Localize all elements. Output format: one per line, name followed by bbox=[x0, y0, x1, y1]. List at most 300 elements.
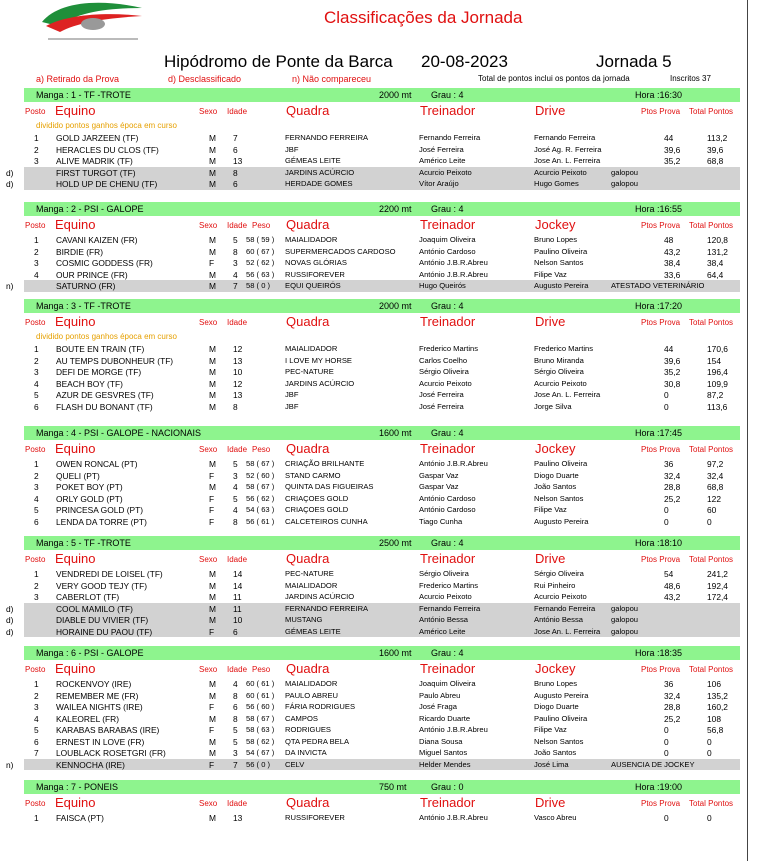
column-header-peso: Peso bbox=[252, 221, 271, 230]
column-header-treinador: Treinador bbox=[420, 551, 476, 566]
column-header-ptsprova: Ptos Prova bbox=[641, 318, 681, 327]
horse-age: 8 bbox=[233, 167, 238, 178]
horse-age: 7 bbox=[233, 133, 238, 143]
total-points: 113,6 bbox=[707, 401, 728, 412]
drive-name: António Bessa bbox=[534, 615, 583, 624]
result-row bbox=[6, 178, 740, 190]
horse-name: DIABLE DU VIVIER (TF) bbox=[56, 615, 149, 625]
horse-age: 4 bbox=[233, 482, 238, 492]
federation-logo bbox=[38, 0, 148, 46]
horse-name: BEACH BOY (TF) bbox=[56, 378, 123, 389]
trainer-name: Paulo Abreu bbox=[419, 690, 461, 700]
stable-name: QUINTA DAS FIGUEIRAS bbox=[285, 482, 374, 491]
total-points: 170,6 bbox=[707, 344, 728, 354]
stable-name: CELV bbox=[285, 759, 305, 769]
trainer-name: Helder Mendes bbox=[419, 759, 471, 769]
column-header-treinador: Treinador bbox=[420, 795, 476, 810]
race-grade: Grau : 4 bbox=[431, 538, 464, 548]
drive-name: Acurcio Peixoto bbox=[534, 378, 587, 388]
race-date: 20-08-2023 bbox=[421, 52, 508, 71]
total-points: 56,8 bbox=[707, 725, 724, 735]
stable-name: JARDINS ACÚRCIO bbox=[285, 592, 355, 601]
horse-name: LOUBLACK ROSETGRI (FR) bbox=[56, 748, 166, 758]
column-header-ptsprova: Ptos Prova bbox=[641, 107, 681, 116]
observation: galopou bbox=[611, 626, 639, 636]
stable-name: FERNANDO FERREIRA bbox=[285, 133, 369, 142]
entries-count: Inscritos 37 bbox=[670, 74, 711, 83]
stable-name: QTA PEDRA BELA bbox=[285, 736, 350, 746]
drive-name: Sérgio Oliveira bbox=[534, 367, 584, 376]
stable-name: PEC-NATURE bbox=[285, 569, 334, 578]
race-points: 0 bbox=[664, 401, 669, 412]
result-row bbox=[24, 591, 740, 603]
horse-weight: 60 ( 67 ) bbox=[246, 246, 275, 256]
result-row bbox=[24, 812, 740, 824]
total-points: 192,4 bbox=[707, 580, 728, 591]
race-points: 0 bbox=[664, 516, 669, 527]
race-points: 48,6 bbox=[664, 580, 681, 591]
horse-name: ORLY GOLD (PT) bbox=[56, 493, 123, 504]
page-title: Classificações da Jornada bbox=[324, 8, 523, 27]
total-points: 0 bbox=[707, 516, 712, 527]
jockey-name: Nelson Santos bbox=[534, 736, 584, 746]
horse-age: 8 bbox=[233, 401, 238, 412]
horse-sex: M bbox=[209, 482, 216, 492]
column-header-total: Total Pontos bbox=[689, 665, 734, 674]
stable-name: MAIALIDADOR bbox=[285, 344, 338, 353]
jockey-name: Paulino Oliveira bbox=[534, 713, 588, 723]
total-points: 108 bbox=[707, 713, 721, 724]
jockey-name: Filipe Vaz bbox=[534, 505, 567, 514]
result-row bbox=[24, 736, 740, 748]
horse-sex: M bbox=[209, 615, 216, 625]
horse-weight: 58 ( 63 ) bbox=[246, 725, 275, 734]
race-section bbox=[24, 299, 740, 412]
horse-name: HORAINE DU PAOU (TF) bbox=[56, 626, 153, 637]
column-header-peso: Peso bbox=[252, 445, 271, 454]
legend-no-show: n) Não compareceu bbox=[292, 74, 372, 84]
race-points: 35,2 bbox=[664, 367, 681, 377]
result-row bbox=[24, 234, 740, 246]
position: 4 bbox=[34, 269, 39, 280]
trainer-name: Fernando Ferreira bbox=[419, 603, 481, 613]
column-header-sexo: Sexo bbox=[199, 221, 218, 230]
stable-name: JARDINS ACÚRCIO bbox=[285, 378, 355, 388]
stable-name: RODRIGUES bbox=[285, 725, 331, 734]
trainer-name: Vítor Araújo bbox=[419, 179, 459, 188]
column-header-drive: Drive bbox=[535, 551, 566, 566]
column-header-equino: Equino bbox=[55, 217, 96, 232]
stable-name: RUSSIFOREVER bbox=[285, 813, 345, 822]
position: 6 bbox=[34, 736, 39, 747]
status-flag: n) bbox=[6, 759, 14, 770]
race-header-bar bbox=[24, 646, 740, 660]
observation: galopou bbox=[611, 603, 639, 613]
result-row bbox=[24, 568, 740, 580]
race-section bbox=[6, 202, 740, 292]
trainer-name: Frederico Martins bbox=[419, 344, 479, 353]
horse-age: 5 bbox=[233, 725, 238, 735]
result-row bbox=[24, 701, 740, 713]
horse-sex: M bbox=[209, 344, 216, 354]
horse-name: LENDA DA TORRE (PT) bbox=[56, 516, 147, 527]
horse-age: 14 bbox=[233, 580, 243, 591]
horse-sex: M bbox=[209, 281, 216, 291]
horse-sex: M bbox=[209, 748, 216, 758]
race-points: 0 bbox=[664, 813, 669, 823]
race-distance: 2200 mt bbox=[379, 204, 412, 214]
jockey-name: Bruno Lopes bbox=[534, 235, 578, 244]
column-header-row bbox=[24, 313, 740, 331]
horse-name: COSMIC GODDESS (FR) bbox=[56, 258, 153, 268]
race-section bbox=[6, 646, 740, 770]
result-row bbox=[6, 614, 740, 626]
horse-age: 14 bbox=[233, 569, 243, 579]
horse-age: 7 bbox=[233, 759, 238, 770]
horse-sex: F bbox=[209, 493, 215, 504]
horse-sex: M bbox=[209, 679, 216, 689]
column-header-idade: Idade bbox=[227, 445, 248, 454]
race-points: 28,8 bbox=[664, 702, 681, 712]
horse-sex: M bbox=[209, 367, 216, 377]
total-points: 39,6 bbox=[707, 144, 724, 155]
stable-name: NOVAS GLÓRIAS bbox=[285, 258, 347, 267]
trainer-name: Joaquim Oliveira bbox=[419, 679, 476, 688]
horse-sex: F bbox=[209, 470, 215, 481]
race-points: 0 bbox=[664, 748, 669, 758]
horse-sex: M bbox=[209, 592, 216, 602]
column-header-posto: Posto bbox=[25, 799, 46, 808]
total-points: 131,2 bbox=[707, 246, 728, 257]
stable-name: SUPERMERCADOS CARDOSO bbox=[285, 246, 396, 256]
column-header-drive: Drive bbox=[535, 103, 566, 118]
horse-name: HOLD UP DE CHENU (TF) bbox=[56, 179, 158, 189]
horse-sex: F bbox=[209, 258, 215, 268]
column-header-peso: Peso bbox=[252, 665, 271, 674]
stable-name: PAULO ABREU bbox=[285, 690, 339, 700]
horse-sex: M bbox=[209, 156, 216, 166]
horse-weight: 54 ( 63 ) bbox=[246, 505, 275, 514]
horse-sex: M bbox=[209, 235, 216, 245]
stable-name: JBF bbox=[285, 401, 299, 411]
trainer-name: António Bessa bbox=[419, 615, 468, 624]
result-row bbox=[24, 470, 740, 482]
position: 1 bbox=[34, 344, 39, 354]
race-points: 39,6 bbox=[664, 355, 681, 366]
trainer-name: José Ferreira bbox=[419, 390, 464, 399]
horse-name: OWEN RONCAL (PT) bbox=[56, 459, 138, 469]
horse-age: 4 bbox=[233, 505, 238, 515]
jockey-name: Filipe Vaz bbox=[534, 725, 567, 734]
result-row bbox=[24, 504, 740, 516]
column-header-idade: Idade bbox=[227, 221, 248, 230]
horse-name: KARABAS BARABAS (IRE) bbox=[56, 725, 160, 735]
horse-weight: 56 ( 63 ) bbox=[246, 269, 275, 279]
position: 2 bbox=[34, 690, 39, 701]
result-row bbox=[24, 144, 740, 156]
observation: galopou bbox=[611, 179, 639, 188]
race-title: Manga : 6 - PSI - GALOPE bbox=[36, 648, 144, 658]
trainer-name: Diana Sousa bbox=[419, 736, 463, 746]
horse-sex: M bbox=[209, 179, 216, 189]
status-flag: d) bbox=[6, 167, 14, 178]
horse-age: 6 bbox=[233, 179, 238, 189]
horse-age: 4 bbox=[233, 679, 238, 689]
horse-sex: M bbox=[209, 355, 216, 366]
total-points: 68,8 bbox=[707, 482, 724, 492]
horse-weight: 54 ( 67 ) bbox=[246, 748, 275, 757]
drive-name: José Ag. R. Ferreira bbox=[534, 144, 602, 154]
trainer-name: António J.B.R.Abreu bbox=[419, 269, 488, 279]
horse-name: CAVANI KAIZEN (FR) bbox=[56, 235, 138, 245]
status-flag: n) bbox=[6, 281, 14, 291]
horse-weight: 58 ( 67 ) bbox=[246, 482, 275, 491]
horse-sex: F bbox=[209, 702, 215, 712]
points-note: Total de pontos inclui os pontos da jornada bbox=[478, 74, 630, 83]
race-section bbox=[24, 780, 740, 824]
race-points: 43,2 bbox=[664, 246, 681, 257]
horse-age: 13 bbox=[233, 813, 243, 823]
horse-age: 13 bbox=[233, 156, 243, 166]
column-header-idade: Idade bbox=[227, 318, 248, 327]
horse-sex: M bbox=[209, 736, 216, 747]
total-points: 0 bbox=[707, 736, 712, 747]
column-header-row bbox=[24, 102, 740, 120]
result-row bbox=[24, 678, 740, 690]
total-points: 172,4 bbox=[707, 592, 728, 602]
result-row bbox=[24, 246, 740, 258]
horse-age: 10 bbox=[233, 615, 243, 625]
points-split-note bbox=[24, 120, 740, 132]
stable-name: CRIAÇÃO BRILHANTE bbox=[285, 459, 365, 468]
drive-name: Jose An. L. Ferreira bbox=[534, 390, 601, 399]
jockey-name: Augusto Pereira bbox=[534, 281, 589, 290]
horse-age: 11 bbox=[233, 592, 242, 602]
position: 1 bbox=[34, 569, 39, 579]
trainer-name: José Ferreira bbox=[419, 401, 464, 411]
race-distance: 1600 mt bbox=[379, 428, 412, 438]
column-header-posto: Posto bbox=[25, 665, 46, 674]
horse-sex: M bbox=[209, 713, 216, 724]
observation: galopou bbox=[611, 615, 639, 624]
column-header-equino: Equino bbox=[55, 795, 96, 810]
trainer-name: Sérgio Oliveira bbox=[419, 367, 469, 376]
drive-name: Sérgio Oliveira bbox=[534, 569, 584, 578]
status-flag: d) bbox=[6, 615, 14, 625]
stable-name: FÁRIA RODRIGUES bbox=[285, 702, 356, 711]
trainer-name: Carlos Coelho bbox=[419, 355, 468, 365]
result-row bbox=[24, 516, 740, 528]
stable-name: FERNANDO FERREIRA bbox=[285, 603, 369, 613]
horse-name: VENDREDI DE LOISEL (TF) bbox=[56, 569, 163, 579]
trainer-name: Gaspar Vaz bbox=[419, 470, 459, 480]
horse-age: 5 bbox=[233, 459, 238, 469]
column-header-sexo: Sexo bbox=[199, 799, 218, 808]
column-header-idade: Idade bbox=[227, 107, 248, 116]
trainer-name: Miguel Santos bbox=[419, 748, 468, 757]
horse-name: OUR PRINCE (FR) bbox=[56, 269, 128, 280]
race-grade: Grau : 4 bbox=[431, 428, 464, 438]
horse-weight: 52 ( 62 ) bbox=[246, 258, 275, 267]
column-header-jockey: Jockey bbox=[535, 217, 576, 232]
horse-age: 5 bbox=[233, 493, 238, 504]
column-header-equino: Equino bbox=[55, 314, 96, 329]
legend-withdrawn: a) Retirado da Prova bbox=[36, 74, 120, 84]
position: 1 bbox=[34, 235, 39, 245]
horse-sex: M bbox=[209, 144, 216, 155]
trainer-name: Américo Leite bbox=[419, 156, 466, 165]
horse-sex: M bbox=[209, 569, 216, 579]
horse-name: DEFI DE MORGE (TF) bbox=[56, 367, 142, 377]
race-distance: 2000 mt bbox=[379, 301, 412, 311]
horse-name: SATURNO (FR) bbox=[56, 281, 116, 291]
horse-name: COOL MAMILO (TF) bbox=[56, 603, 133, 614]
trainer-name: Acurcio Peixoto bbox=[419, 167, 472, 177]
race-points: 39,6 bbox=[664, 144, 681, 155]
drive-name: Jose An. L. Ferreira bbox=[534, 626, 601, 636]
total-points: 135,2 bbox=[707, 690, 728, 701]
column-header-sexo: Sexo bbox=[199, 318, 218, 327]
result-row bbox=[6, 759, 740, 771]
race-header-bar bbox=[24, 536, 740, 550]
race-grade: Grau : 0 bbox=[431, 782, 464, 792]
result-row bbox=[6, 626, 740, 638]
horse-sex: M bbox=[209, 690, 216, 701]
horse-sex: F bbox=[209, 626, 215, 637]
drive-name: Rui Pinheiro bbox=[534, 580, 576, 590]
trainer-name: António J.B.R.Abreu bbox=[419, 813, 488, 822]
jockey-name: José Lima bbox=[534, 759, 569, 769]
race-time: Hora :18:10 bbox=[635, 538, 683, 548]
result-row bbox=[6, 280, 740, 292]
horse-name: REMEMBER ME (FR) bbox=[56, 690, 139, 701]
result-row bbox=[24, 580, 740, 592]
stable-name: CAMPOS bbox=[285, 713, 318, 723]
race-time: Hora :16:30 bbox=[635, 90, 683, 100]
horse-name: AZUR DE GESVRES (TF) bbox=[56, 390, 154, 400]
result-row bbox=[24, 378, 740, 390]
column-header-jockey: Jockey bbox=[535, 441, 576, 456]
stable-name: CRIAÇOES GOLD bbox=[285, 493, 349, 503]
position: 6 bbox=[34, 401, 39, 412]
result-row bbox=[24, 132, 740, 144]
total-points: 154 bbox=[707, 355, 721, 366]
stable-name: MAIALIDADOR bbox=[285, 580, 338, 590]
column-header-ptsprova: Ptos Prova bbox=[641, 799, 681, 808]
horse-name: BIRDIE (FR) bbox=[56, 246, 103, 257]
horse-weight: 60 ( 61 ) bbox=[246, 679, 275, 688]
race-time: Hora :17:45 bbox=[635, 428, 683, 438]
position: 2 bbox=[34, 355, 39, 366]
total-points: 120,8 bbox=[707, 235, 728, 245]
jockey-name: Paulino Oliveira bbox=[534, 246, 588, 256]
race-points: 44 bbox=[664, 344, 674, 354]
horse-name: FIRST TURGOT (TF) bbox=[56, 167, 136, 178]
position: 4 bbox=[34, 378, 39, 389]
total-points: 196,4 bbox=[707, 367, 728, 377]
column-header-quadra: Quadra bbox=[286, 103, 330, 118]
trainer-name: António Cardoso bbox=[419, 505, 476, 514]
horse-name: GOLD JARZEEN (TF) bbox=[56, 133, 139, 143]
race-points: 0 bbox=[664, 390, 669, 400]
horse-name: ERNEST IN LOVE (FR) bbox=[56, 736, 145, 747]
stable-name: RUSSIFOREVER bbox=[285, 269, 345, 279]
position: 4 bbox=[34, 713, 39, 724]
horse-age: 13 bbox=[233, 355, 243, 366]
stable-name: PEC-NATURE bbox=[285, 367, 334, 376]
race-time: Hora :16:55 bbox=[635, 204, 683, 214]
legend-disqualified: d) Desclassificado bbox=[168, 74, 242, 84]
jornada-label: Jornada 5 bbox=[596, 52, 672, 71]
column-header-drive: Drive bbox=[535, 314, 566, 329]
points-split-note-text: dividido pontos ganhos época em curso bbox=[36, 121, 177, 130]
column-header-row bbox=[24, 440, 740, 458]
page-border bbox=[747, 0, 748, 861]
column-header-ptsprova: Ptos Prova bbox=[641, 665, 681, 674]
race-title: Manga : 1 - TF -TROTE bbox=[36, 90, 131, 100]
horse-sex: M bbox=[209, 390, 216, 400]
trainer-name: Sérgio Oliveira bbox=[419, 569, 469, 578]
hippodrome-name: Hipódromo de Ponte da Barca bbox=[164, 52, 393, 71]
total-points: 109,9 bbox=[707, 378, 728, 389]
column-header-jockey: Jockey bbox=[535, 661, 576, 676]
column-header-row bbox=[24, 794, 740, 812]
column-header-treinador: Treinador bbox=[420, 441, 476, 456]
column-header-equino: Equino bbox=[55, 103, 96, 118]
drive-name: Hugo Gomes bbox=[534, 179, 579, 188]
race-points: 54 bbox=[664, 569, 674, 579]
stable-name: HERDADE GOMES bbox=[285, 179, 353, 188]
horse-age: 3 bbox=[233, 748, 238, 758]
result-row bbox=[24, 401, 740, 413]
column-header-ptsprova: Ptos Prova bbox=[641, 445, 681, 454]
stable-name: STAND CARMO bbox=[285, 470, 341, 480]
position: 4 bbox=[34, 493, 39, 504]
race-section bbox=[6, 536, 740, 637]
column-header-row bbox=[24, 216, 740, 234]
column-header-treinador: Treinador bbox=[420, 661, 476, 676]
stable-name: MUSTANG bbox=[285, 615, 323, 624]
status-flag: d) bbox=[6, 626, 14, 637]
drive-name: Bruno Miranda bbox=[534, 355, 584, 365]
position: 2 bbox=[34, 144, 39, 155]
position: 1 bbox=[34, 679, 39, 689]
result-row bbox=[24, 713, 740, 725]
trainer-name: António J.B.R.Abreu bbox=[419, 725, 488, 734]
race-points: 30,8 bbox=[664, 378, 681, 389]
result-row bbox=[6, 167, 740, 179]
horse-age: 11 bbox=[233, 603, 242, 614]
horse-sex: F bbox=[209, 759, 215, 770]
race-points: 48 bbox=[664, 235, 674, 245]
race-distance: 1600 mt bbox=[379, 648, 412, 658]
trainer-name: Acurcio Peixoto bbox=[419, 592, 472, 601]
column-header-equino: Equino bbox=[55, 661, 96, 676]
column-header-quadra: Quadra bbox=[286, 551, 330, 566]
position: 2 bbox=[34, 470, 39, 481]
observation: ATESTADO VETERINÁRIO bbox=[611, 281, 705, 290]
stable-name: CRIAÇOES GOLD bbox=[285, 505, 349, 514]
trainer-name: Acurcio Peixoto bbox=[419, 378, 472, 388]
column-header-total: Total Pontos bbox=[689, 107, 734, 116]
horse-weight: 58 ( 62 ) bbox=[246, 736, 275, 746]
race-section bbox=[24, 426, 740, 527]
horse-name: AU TEMPS DUBONHEUR (TF) bbox=[56, 355, 174, 366]
column-header-quadra: Quadra bbox=[286, 795, 330, 810]
horse-name: HERACLES DU CLOS (TF) bbox=[56, 144, 159, 155]
column-header-posto: Posto bbox=[25, 318, 46, 327]
position: 5 bbox=[34, 725, 39, 735]
